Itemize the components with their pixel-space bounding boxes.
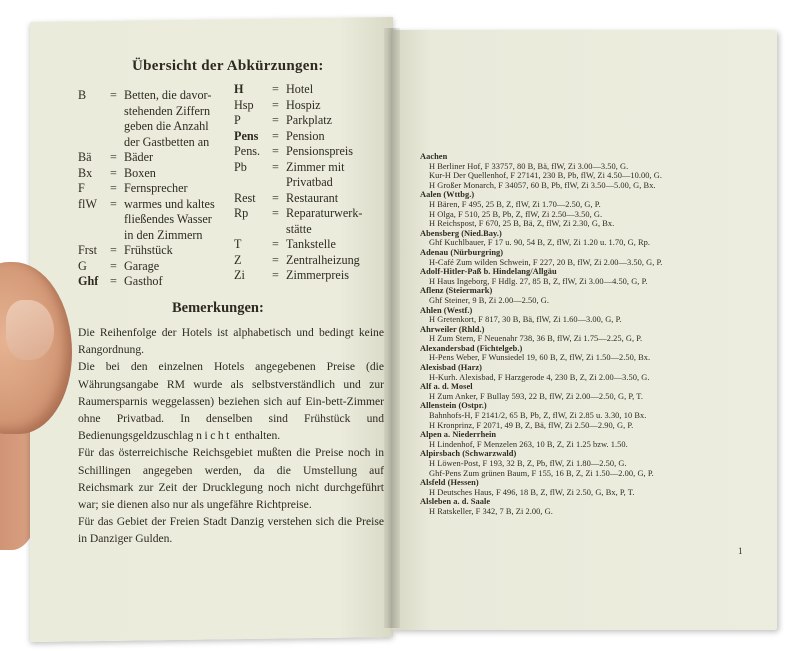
equals-sign: = [272,113,279,127]
equals-sign: = [110,243,117,257]
abbreviation-row [234,113,384,129]
equals-sign [110,212,124,228]
abbreviation-row [234,253,384,269]
hotel-entry: H Löwen-Post, F 193, 32 B, Z, Pb, flW, Zi 1.80—2.50, G. [429,459,627,468]
abbreviation-key: Rest [234,190,256,205]
abbreviation-row [78,104,243,120]
abbreviation-value: Zimmerpreis [286,268,349,282]
remarks-title: Bemerkungen: [172,300,264,316]
equals-sign: = [110,181,117,195]
abbreviation-key [78,212,110,228]
equals-sign: = [272,268,279,282]
equals-sign: = [110,165,117,180]
equals-sign [272,175,286,191]
hotel-entry: Kur-H Der Quellenhof, F 27141, 230 B, Pb, flW, Zi 4.50—10.00, G. [429,171,663,181]
place-name: Alsleben a. d. Saale [420,497,491,507]
abbreviation-row [78,228,243,244]
hotel-entry: H Gretenkort, F 817, 30 B, Bä, flW, Zi 1.60—3.00, G, P. [429,315,622,325]
equals-sign: = [272,159,279,174]
place-name: Alpen a. Niederrhein [420,430,497,440]
hotel-entry: H-Pens Weber, F Wunsiedel 19, 60 B, Z, flW, Zi 1.50—2.50, Bx. [429,353,651,363]
abbreviation-value: stätte [286,221,312,236]
place-name: Alexisbad (Harz) [420,363,482,373]
abbreviation-key: Hsp [234,97,254,112]
abbreviation-row [234,175,384,191]
hotel-entry: H Kronprinz, F 2071, 49 B, Z, Bä, flW, Zi 2.50—2.90, G, P. [429,420,634,430]
abbreviation-row [234,160,384,176]
equals-sign: = [272,82,279,96]
abbreviation-value: Privatbad [286,175,333,189]
abbreviation-key: B [78,88,87,102]
abbreviation-key [78,135,110,151]
remarks-paragraph: Die Reihenfolge der Hotels ist alphabetisch und bedingt keine Rangordnung. [78,326,384,357]
place-name: Allenstein (Ostpr.) [420,401,487,411]
abbreviation-row [234,222,384,238]
abbreviation-value: Frühstück [124,243,173,257]
equals-sign: = [110,196,117,211]
equals-sign: = [272,144,279,158]
hotel-entry: H-Café Zum wilden Schwein, F 227, 20 B, flW, Zi 2.00—3.50, G, P. [429,257,663,267]
page-number: 1 [738,546,743,556]
abbreviation-row [78,119,243,135]
equals-sign: = [272,128,279,143]
equals-sign [110,119,124,135]
place-name: Adenau (Nürburgring) [420,247,504,257]
abbreviation-key [78,228,110,244]
abbreviations-title: Übersicht der Abkürzungen: [132,58,324,74]
abbreviation-value: Pension [286,128,325,143]
abbreviation-key: Pb [234,159,247,174]
equals-sign: = [272,237,279,251]
abbreviation-key: H [234,82,244,96]
hotel-entry: H Lindenhof, F Menzelen 263, 10 B, Z, Zi 1.25 bzw. 1.50. [429,439,628,449]
abbreviation-key: Pens. [234,144,261,158]
remarks-paragraph [78,358,384,444]
abbreviation-value: der Gastbetten an [124,134,210,149]
abbreviation-value: Pensionspreis [286,144,354,158]
remarks-text-part: Die bei den einzelnen Hotels angegebenen Preise (die Währungsangabe RM wurde als selbstverständlich und zur Raumersparnis weggelassen) beziehen sich auf Ein-bett-Zimmer ohne Privatbad. In denselben sind Frühstück und Bedienungsgeldzuschlag [78,360,384,443]
abbreviation-row [78,243,243,259]
remarks-emphasis: nicht [196,429,232,443]
place-name: Abensberg (Nied.Bay.) [420,228,502,238]
hotel-entry: Ghf Kuchlbauer, F 17 u. 90, 54 B, Z, flW, Zi 1.20 u. 1.70, G, Rp. [429,238,651,248]
abbreviation-row [78,166,243,182]
abbreviation-key [78,104,110,120]
abbreviation-value: Tankstelle [286,237,336,251]
hotel-entry: H Großer Monarch, F 34057, 60 B, Pb, flW, Zi 3.50—5.00, G, Bx. [429,180,656,190]
abbreviation-key: F [78,181,85,195]
abbreviation-value: Garage [124,258,160,273]
abbreviation-value: in den Zimmern [124,227,203,242]
abbreviation-value: stehenden Ziffern [124,103,211,118]
equals-sign: = [110,274,117,288]
place-name: Ahlen (Westf.) [420,305,473,315]
abbreviation-row [234,191,384,207]
abbreviation-value: Restaurant [286,190,339,205]
abbreviation-row [78,150,243,166]
hotel-entry: H Zum Anker, F Bullay 593, 22 B, flW, Zi 2.00—2.50, G, P, T. [429,391,643,401]
abbreviation-value: Boxen [124,165,156,180]
abbreviation-value: Reparaturwerk- [286,206,363,220]
abbreviation-value: Betten, die davor- [124,88,212,102]
abbreviation-row [78,212,243,228]
abbreviation-row [234,82,384,98]
place-name: Alexandersbad (Fichtelgeb.) [420,343,523,353]
hotel-listing [420,152,760,517]
abbreviation-value: Gasthof [124,274,163,288]
abbreviation-key [234,222,272,238]
abbreviation-value: Bäder [124,150,154,164]
abbreviation-key: G [78,258,87,273]
abbreviation-row [234,237,384,253]
abbreviation-key: Z [234,252,242,267]
abbreviation-row [234,98,384,114]
abbreviation-key: Zi [234,268,245,282]
abbreviation-row [78,88,243,104]
hotel-entry: H-Kurh. Alexisbad, F Harzgerode 4, 230 B, Z, Zi 2.00—3.50, G. [429,372,650,382]
hotel-entry: H Reichspost, F 670, 25 B, Bä, Z, flW, Zi 2.30, G, Bx. [429,219,615,229]
abbreviation-key: Frst [78,243,97,257]
equals-sign: = [272,190,279,205]
abbreviation-row [78,259,243,275]
equals-sign: = [110,88,117,102]
book-gutter [384,28,400,628]
hotel-entry: H Olga, F 510, 25 B, Pb, Z, flW, Zi 2.50—3.50, G. [429,209,603,219]
abbreviation-value: Zimmer mit [286,159,345,174]
abbreviation-row [78,135,243,151]
place-name: Aachen [420,152,448,161]
equals-sign: = [272,206,279,220]
remarks-paragraph: Für das Gebiet der Freien Stadt Danzig verstehen sich die Preise in Danziger Gulden. [78,515,384,546]
place-name: Adolf-Hitler-Paß b. Hindelang/Allgäu [420,267,557,277]
hotel-entry: H Ratskeller, F 342, 7 B, Zi 2.00, G. [429,506,553,516]
abbreviation-value: Parkplatz [286,113,333,127]
equals-sign [110,135,124,151]
remarks-text [78,324,384,548]
abbreviation-key: Ghf [78,274,99,288]
abbreviations-right-column [234,82,384,284]
abbreviation-key [78,119,110,135]
abbreviation-row [78,197,243,213]
abbreviation-value: warmes und kaltes [124,196,215,211]
abbreviation-value: geben die Anzahl [124,119,209,133]
abbreviation-row [78,274,243,290]
abbreviation-value: Hotel [286,82,314,96]
abbreviation-key: Bx [78,165,93,180]
remarks-paragraph: Für das österreichische Reichsgebiet mußten die Preise noch in Schillingen angegeben werden, da die Umstellung auf Reichsmark zur Zeit der Drucklegung noch nicht durchgeführt war; sie dienen also nur als ungefähre Richtpreise. [78,446,384,512]
abbreviation-value: Fernsprecher [124,181,188,195]
hotel-entry: Bahnhofs-H, F 2141/2, 65 B, Pb, Z, flW, Zi 2.85 u. 3.30, 10 Bx. [429,411,647,421]
abbreviation-key: P [234,113,241,127]
abbreviation-row [234,144,384,160]
abbreviations-left-column [78,88,243,290]
place-name: Aflenz (Steiermark) [420,286,493,296]
equals-sign [272,222,286,238]
equals-sign [110,104,124,120]
place-name: Alf a. d. Mosel [420,382,473,392]
hotel-entry: H Deutsches Haus, F 496, 18 B, Z, flW, Zi 2.50, G, Bx, P, T. [429,487,635,497]
remarks-text-part: enthalten. [234,429,281,443]
abbreviation-key: Bä [78,150,92,164]
hotel-entry: H Berliner Hof, F 33757, 80 B, Bä, flW, Zi 3.00—3.50, G. [429,161,629,171]
place-name: Ahrweiler (Rhld.) [420,324,485,334]
equals-sign: = [272,252,279,267]
hotel-entry: H Haus Ingeborg, F Hdlg. 27, 85 B, Z, flW, Zi 3.00—4.50, G, P. [429,276,648,286]
hotel-entry: H Bären, F 495, 25 B, Z, flW, Zi 1.70—2.50, G, P. [429,199,601,209]
equals-sign [110,228,124,244]
abbreviation-value: Zentralheizung [286,252,360,267]
hotel-entry: H Zum Stern, F Neuenahr 738, 36 B, flW, Zi 1.75—2.25, G, P. [429,334,643,344]
hotel-entry: Ghf Steiner, 9 B, Zi 2.00—2.50, G. [429,295,549,305]
abbreviation-key [234,175,272,191]
place-name: Aalen (Wttbg.) [420,190,475,200]
abbreviation-row [234,268,384,284]
equals-sign: = [110,150,117,164]
abbreviation-key: Pens [234,128,259,143]
abbreviation-key: T [234,237,242,251]
abbreviation-key: flW [78,196,97,211]
abbreviation-row [234,129,384,145]
thumbnail-highlight [6,300,54,360]
equals-sign: = [272,97,279,112]
place-name: Alsfeld (Hessen) [420,478,479,488]
abbreviation-value: Hospiz [286,97,321,112]
place-name: Alpirsbach (Schwarzwald) [420,449,517,459]
abbreviation-row [78,181,243,197]
abbreviation-key: Rp [234,206,249,220]
equals-sign: = [110,258,117,273]
abbreviation-row [234,206,384,222]
hotel-entry: Ghf-Pens Zum grünen Baum, F 155, 16 B, Z, Zi 1.50—2.00, G, P. [429,468,654,478]
abbreviation-value: fließendes Wasser [124,212,212,226]
